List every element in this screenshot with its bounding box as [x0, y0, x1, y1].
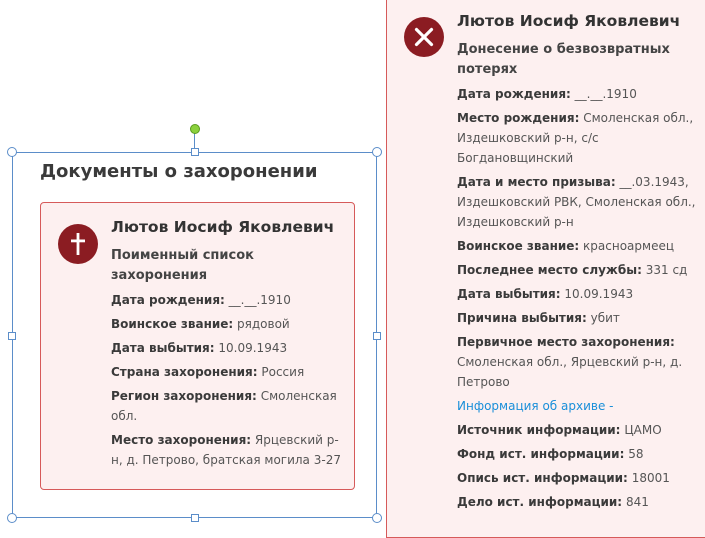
field-value: 10.09.1943 [564, 287, 634, 301]
resize-handle-top-left[interactable] [7, 147, 17, 157]
field-last-service [457, 260, 697, 280]
field-burial-place [111, 430, 341, 470]
field-label: Место захоронения: [111, 433, 252, 447]
resize-handle-right[interactable] [373, 332, 381, 340]
field-value: Россия [261, 365, 305, 379]
cross-icon [58, 224, 98, 264]
field-value: Смоленская обл., Ярцевский р-н, д. Петрово [457, 355, 683, 389]
field-label: Воинское звание: [457, 239, 580, 253]
field-value: Смоленская обл., Издешковский р-н, с/с Богдановщинский [457, 111, 694, 165]
field-value: Ярцевский р-н, д. Петрово, братская могила 3-27 [111, 433, 341, 467]
field-label: Фонд ист. информации: [457, 447, 625, 461]
field-value: __.__.1910 [228, 293, 291, 307]
field-departure-reason [457, 308, 697, 328]
field-label: Место рождения: [457, 111, 580, 125]
resize-handle-left[interactable] [8, 332, 16, 340]
loss-card-content [457, 11, 697, 516]
field-label: Дата выбытия: [111, 341, 215, 355]
resize-handle-bottom-right[interactable] [372, 513, 382, 523]
field-value: убит [590, 311, 620, 325]
field-value: 58 [628, 447, 644, 461]
field-conscription [457, 172, 697, 232]
field-label: Дата и место призыва: [457, 175, 616, 189]
field-birth-place [457, 108, 697, 168]
field-burial-country [111, 362, 341, 382]
field-birth-date [111, 290, 341, 310]
field-case [457, 492, 697, 512]
field-label: Причина выбытия: [457, 311, 587, 325]
person-name: Лютов Иосиф Яковлевич [457, 12, 681, 30]
field-primary-burial [457, 332, 697, 392]
field-label: Последнее место службы: [457, 263, 642, 277]
field-label: Регион захоронения: [111, 389, 257, 403]
field-value: Смоленская обл. [111, 389, 337, 423]
person-name: Лютов Иосиф Яковлевич [111, 218, 335, 236]
field-value: 10.09.1943 [218, 341, 288, 355]
panel-title: Документы о захоронении [40, 161, 318, 182]
field-fond [457, 444, 697, 464]
resize-handle-top[interactable] [191, 148, 199, 156]
field-label: Опись ист. информации: [457, 471, 628, 485]
field-birth-date [457, 84, 697, 104]
field-label: Дата выбытия: [457, 287, 561, 301]
x-icon [404, 17, 444, 57]
document-type: Поименный список захоронения [111, 248, 254, 283]
resize-handle-bottom-left[interactable] [7, 513, 17, 523]
field-info-source [457, 420, 697, 440]
field-value: __.03.1943, Издешковский РВК, Смоленская обл., Издешковский р-н [457, 175, 696, 229]
field-label: Дата рождения: [457, 87, 571, 101]
burial-card-content [111, 217, 341, 474]
field-departure-date [457, 284, 697, 304]
rotate-handle[interactable] [190, 124, 200, 134]
resize-handle-bottom[interactable] [191, 514, 199, 522]
field-label: Воинское звание: [111, 317, 234, 331]
field-departure-date [111, 338, 341, 358]
document-type: Донесение о безвозвратных потерях [457, 42, 670, 77]
field-burial-region [111, 386, 341, 426]
field-rank [457, 236, 697, 256]
field-value: рядовой [237, 317, 290, 331]
field-value: 331 сд [645, 263, 688, 277]
field-value: красноармеец [583, 239, 675, 253]
field-value: 841 [625, 495, 649, 509]
field-value: 18001 [631, 471, 670, 485]
resize-handle-top-right[interactable] [372, 147, 382, 157]
field-label: Дата рождения: [111, 293, 225, 307]
field-label: Первичное место захоронения: [457, 335, 675, 349]
field-label: Дело ист. информации: [457, 495, 623, 509]
field-label: Страна захоронения: [111, 365, 258, 379]
field-rank [111, 314, 341, 334]
field-value: __.__.1910 [574, 87, 637, 101]
field-inventory [457, 468, 697, 488]
field-label: Источник информации: [457, 423, 621, 437]
archive-info-link[interactable]: Информация об архиве - [457, 399, 614, 413]
field-value: ЦАМО [624, 423, 662, 437]
